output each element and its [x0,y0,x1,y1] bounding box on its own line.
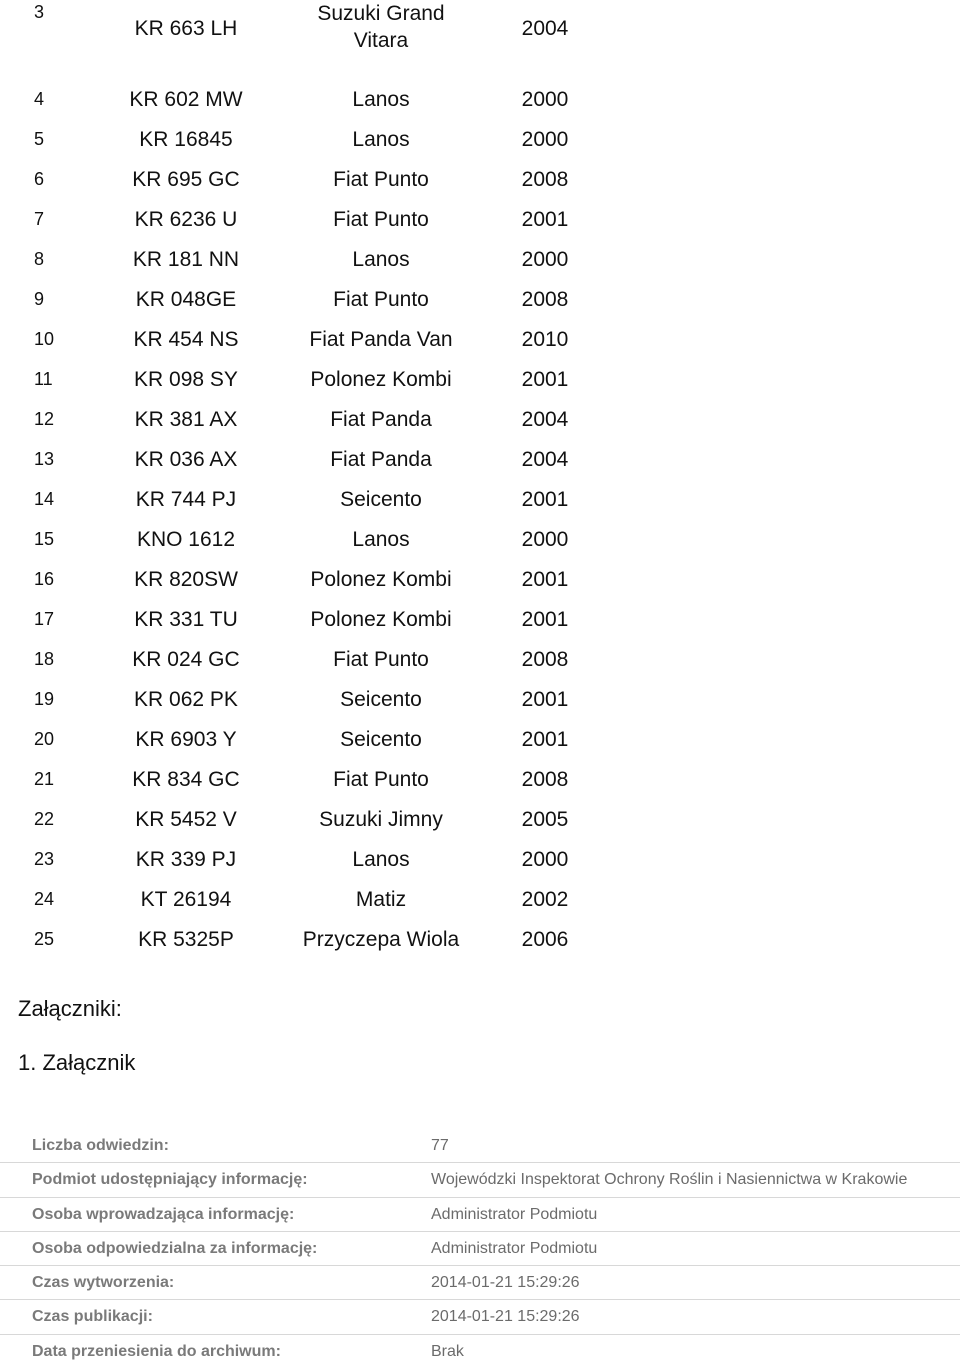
metadata-value: Brak [431,1342,464,1360]
metadata-label: Czas publikacji: [32,1308,153,1326]
row-number: 22 [34,809,55,829]
row-number: 11 [34,369,53,389]
plate-number: KR 454 NS [133,328,239,351]
row-number: 7 [34,209,45,229]
vehicle-model: Lanos [352,848,410,871]
plate-number: KR 062 PK [134,688,238,711]
vehicle-year: 2001 [521,208,569,231]
metadata-label: Czas wytworzenia: [32,1274,175,1292]
plate-number: KR 381 AX [134,408,238,431]
vehicle-year: 2001 [521,728,569,751]
row-number: 6 [34,169,45,189]
metadata-row [0,1232,960,1266]
vehicle-model: Lanos [352,128,410,151]
plate-number: KR 5325P [138,928,234,951]
vehicle-year: 2008 [521,648,569,671]
vehicle-year: 2001 [521,568,569,591]
row-number: 10 [34,329,55,349]
plate-number: KR 098 SY [134,368,238,391]
row-number: 19 [34,689,55,709]
metadata-label: Data przeniesienia do archiwum: [32,1342,281,1360]
plate-number: KT 26194 [140,888,232,911]
vehicle-model: Matiz [355,888,407,911]
plate-number: KNO 1612 [136,528,236,551]
row-number: 9 [34,289,45,309]
plate-number: KR 695 GC [132,168,240,191]
table-row [0,88,960,132]
vehicle-year: 2001 [521,608,569,631]
vehicle-model: Fiat Punto [333,288,429,311]
plate-number: KR 048GE [135,288,237,311]
vehicle-year: 2000 [521,848,569,871]
plate-number: KR 663 LH [134,17,238,40]
plate-number: KR 024 GC [132,648,240,671]
vehicle-model: Suzuki Grand Vitara [317,2,445,52]
vehicle-model: Suzuki Jimny [319,808,443,831]
vehicle-model: Fiat Punto [333,648,429,671]
row-number: 14 [34,489,55,509]
plate-number: KR 331 TU [134,608,238,631]
row-number: 21 [34,769,55,789]
plate-number: KR 820SW [134,568,238,591]
table-row [0,448,960,492]
table-row [0,408,960,452]
table-row [0,288,960,332]
vehicle-model: Fiat Punto [333,768,429,791]
table-row [0,928,960,972]
vehicle-year: 2004 [521,17,569,40]
vehicle-year: 2008 [521,768,569,791]
vehicle-year: 2004 [521,408,569,431]
plate-number: KR 834 GC [132,768,240,791]
row-number: 16 [34,569,55,589]
vehicle-model: Seicento [340,688,422,711]
vehicle-model: Fiat Punto [333,168,429,191]
table-row [0,368,960,412]
metadata-value: 2014-01-21 15:29:26 [431,1308,580,1326]
table-row [0,528,960,572]
vehicle-year: 2000 [521,128,569,151]
vehicle-year: 2000 [521,248,569,271]
vehicle-model: Lanos [352,248,410,271]
table-row [0,168,960,212]
row-number: 8 [34,249,45,269]
table-row [0,128,960,172]
plate-number: KR 339 PJ [135,848,237,871]
row-number: 12 [34,409,55,429]
vehicle-model: Seicento [340,488,422,511]
vehicle-year: 2001 [521,688,569,711]
vehicle-year: 2008 [521,288,569,311]
vehicle-model: Fiat Punto [333,208,429,231]
vehicle-year: 2000 [521,528,569,551]
plate-number: KR 16845 [139,128,233,151]
table-row [0,848,960,892]
metadata-table [0,1129,960,1369]
metadata-label: Podmiot udostępniający informację: [32,1171,308,1189]
table-row [0,728,960,772]
table-row [0,608,960,652]
metadata-row [0,1163,960,1197]
metadata-value: 2014-01-21 15:29:26 [431,1274,580,1292]
row-number: 3 [34,2,45,22]
vehicle-model: Fiat Panda Van [309,328,453,351]
vehicle-year: 2008 [521,168,569,191]
table-row [0,808,960,852]
plate-number: KR 744 PJ [135,488,237,511]
vehicle-year: 2010 [521,328,569,351]
row-number: 25 [34,929,55,949]
attachments-heading: Załączniki: [18,996,122,1021]
row-number: 15 [34,529,55,549]
table-row [0,328,960,372]
vehicle-year: 2001 [521,368,569,391]
row-number: 24 [34,889,55,909]
vehicle-year: 2001 [521,488,569,511]
vehicle-model: Lanos [352,88,410,111]
plate-number: KR 6903 Y [135,728,237,751]
vehicle-model: Polonez Kombi [310,608,452,631]
vehicle-model: Fiat Panda [330,408,432,431]
vehicle-model: Fiat Panda [330,448,432,471]
metadata-value: 77 [431,1137,449,1154]
vehicle-model: Lanos [352,528,410,551]
metadata-value: Administrator Podmiotu [431,1205,598,1223]
table-row [0,768,960,812]
table-row [0,688,960,732]
metadata-value: Wojewódzki Inspektorat Ochrony Roślin i Nasiennictwa w Krakowie [431,1171,908,1189]
vehicle-model: Seicento [340,728,422,751]
table-row [0,888,960,932]
table-row [0,488,960,532]
vehicle-year: 2005 [521,808,569,831]
table-row [0,208,960,252]
attachment-link[interactable]: 1. Załącznik [18,1050,136,1075]
row-number: 23 [34,849,55,869]
row-number: 5 [34,129,45,149]
metadata-row [0,1300,960,1334]
plate-number: KR 181 NN [132,248,240,271]
plate-number: KR 5452 V [135,808,237,831]
metadata-label: Osoba wprowadzająca informację: [32,1205,295,1223]
vehicle-model: Polonez Kombi [310,368,452,391]
metadata-label: Liczba odwiedzin: [32,1137,169,1154]
row-number: 18 [34,649,55,669]
row-number: 20 [34,729,55,749]
vehicle-year: 2000 [521,88,569,111]
metadata-row [0,1335,960,1369]
table-row [0,0,960,56]
metadata-row [0,1129,960,1163]
plate-number: KR 6236 U [134,208,238,231]
vehicle-year: 2006 [521,928,569,951]
vehicle-model: Polonez Kombi [310,568,452,591]
row-number: 13 [34,449,55,469]
vehicle-year: 2002 [521,888,569,911]
plate-number: KR 602 MW [129,88,243,111]
metadata-row [0,1266,960,1300]
metadata-value: Administrator Podmiotu [431,1239,598,1257]
plate-number: KR 036 AX [134,448,238,471]
table-row [0,248,960,292]
row-number: 4 [34,89,45,109]
table-row [0,568,960,612]
vehicle-model: Przyczepa Wiola [302,928,460,951]
metadata-label: Osoba odpowiedzialna za informację: [32,1239,318,1257]
row-number: 17 [34,609,55,629]
table-row [0,648,960,692]
vehicle-year: 2004 [521,448,569,471]
metadata-row [0,1198,960,1232]
